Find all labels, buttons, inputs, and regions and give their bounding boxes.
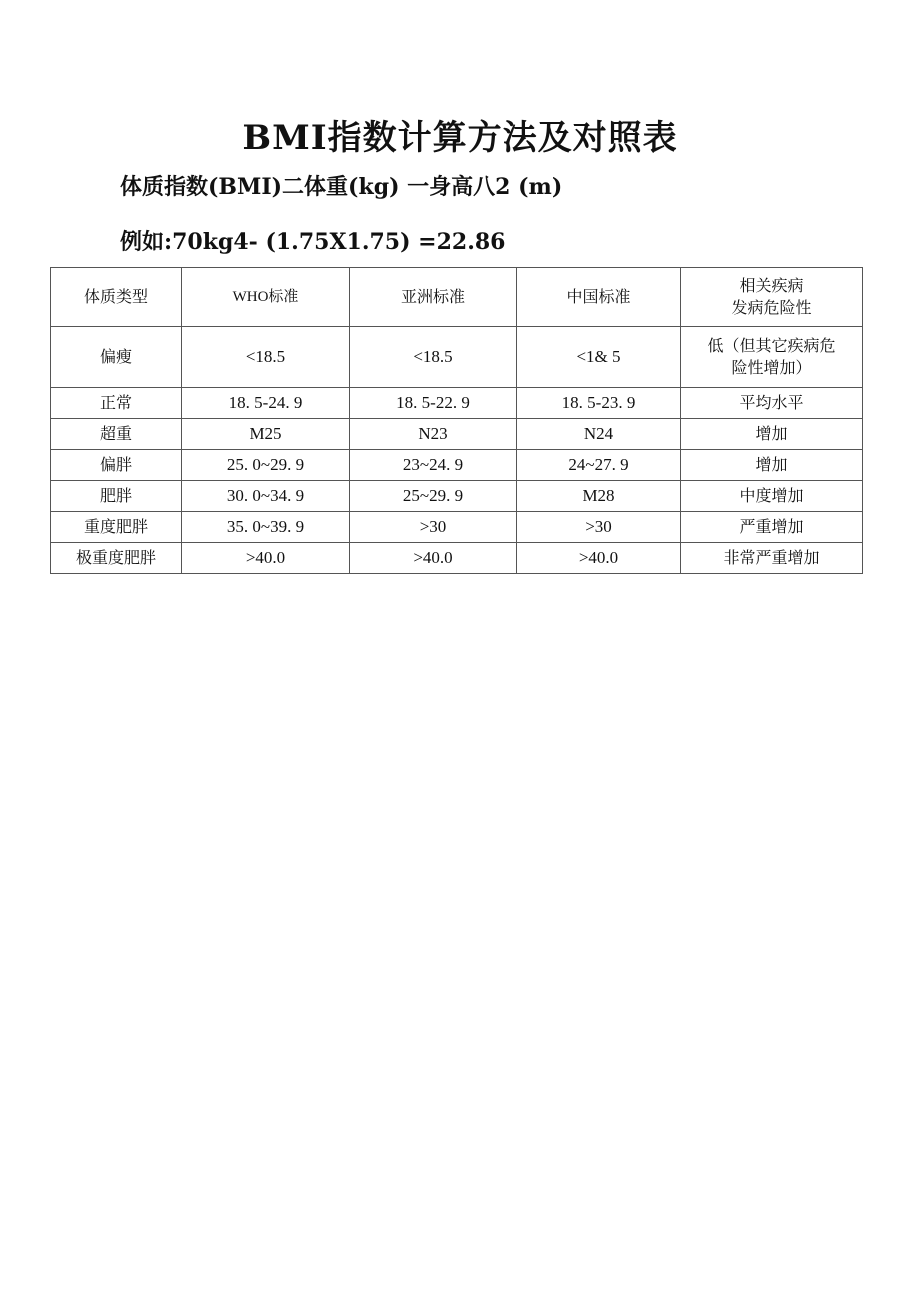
table-row xyxy=(51,327,863,388)
row-type: 正常 xyxy=(51,388,182,419)
bmi-table xyxy=(50,267,863,574)
row-asia: 25~29. 9 xyxy=(350,481,517,512)
header-type: 体质类型 xyxy=(51,268,182,327)
row-asia: 23~24. 9 xyxy=(350,450,517,481)
row-type: 超重 xyxy=(51,419,182,450)
table-row xyxy=(51,419,863,450)
header-risk-line2: 发病危险性 xyxy=(731,298,812,317)
row-china: N24 xyxy=(517,419,681,450)
row-risk: 中度增加 xyxy=(681,481,863,512)
row-who: 18. 5-24. 9 xyxy=(182,388,350,419)
row-china: <1& 5 xyxy=(517,327,681,388)
row-china: M28 xyxy=(517,481,681,512)
row-type: 肥胖 xyxy=(51,481,182,512)
table-row xyxy=(51,543,863,574)
row-who: <18.5 xyxy=(182,327,350,388)
row-china: >40.0 xyxy=(517,543,681,574)
header-who: WHO标准 xyxy=(182,268,350,327)
table-row xyxy=(51,481,863,512)
table-row xyxy=(51,388,863,419)
bmi-example: 例如:70kg4- (1.75X1.75) =22.86 xyxy=(120,229,506,255)
row-asia: <18.5 xyxy=(350,327,517,388)
row-who: 35. 0~39. 9 xyxy=(182,512,350,543)
table-header-row xyxy=(51,268,863,327)
row-china: 24~27. 9 xyxy=(517,450,681,481)
row-china: >30 xyxy=(517,512,681,543)
row-type: 重度肥胖 xyxy=(51,512,182,543)
row-risk-line2: 险性增加） xyxy=(731,358,812,377)
row-risk: 平均水平 xyxy=(681,388,863,419)
table-row xyxy=(51,512,863,543)
bmi-formula: 体质指数(BMI)二体重(kg) 一身高八2 (m) xyxy=(120,174,563,200)
row-china: 18. 5-23. 9 xyxy=(517,388,681,419)
row-type: 极重度肥胖 xyxy=(51,543,182,574)
header-risk-line1: 相关疾病 xyxy=(739,276,804,295)
row-risk: 非常严重增加 xyxy=(681,543,863,574)
row-risk: 严重增加 xyxy=(681,512,863,543)
row-asia: N23 xyxy=(350,419,517,450)
header-china: 中国标准 xyxy=(517,268,681,327)
header-asia: 亚洲标准 xyxy=(350,268,517,327)
row-who: 30. 0~34. 9 xyxy=(182,481,350,512)
row-risk: 增加 xyxy=(681,419,863,450)
row-who: 25. 0~29. 9 xyxy=(182,450,350,481)
row-who: >40.0 xyxy=(182,543,350,574)
row-who: M25 xyxy=(182,419,350,450)
row-asia: >40.0 xyxy=(350,543,517,574)
row-risk xyxy=(681,327,863,388)
table-row xyxy=(51,450,863,481)
row-asia: >30 xyxy=(350,512,517,543)
page-title: BMI指数计算方法及对照表 xyxy=(242,118,678,158)
row-asia: 18. 5-22. 9 xyxy=(350,388,517,419)
row-type: 偏瘦 xyxy=(51,327,182,388)
row-risk: 增加 xyxy=(681,450,863,481)
header-risk xyxy=(681,268,863,327)
row-risk-line1: 低（但其它疾病危 xyxy=(707,336,836,355)
row-type: 偏胖 xyxy=(51,450,182,481)
